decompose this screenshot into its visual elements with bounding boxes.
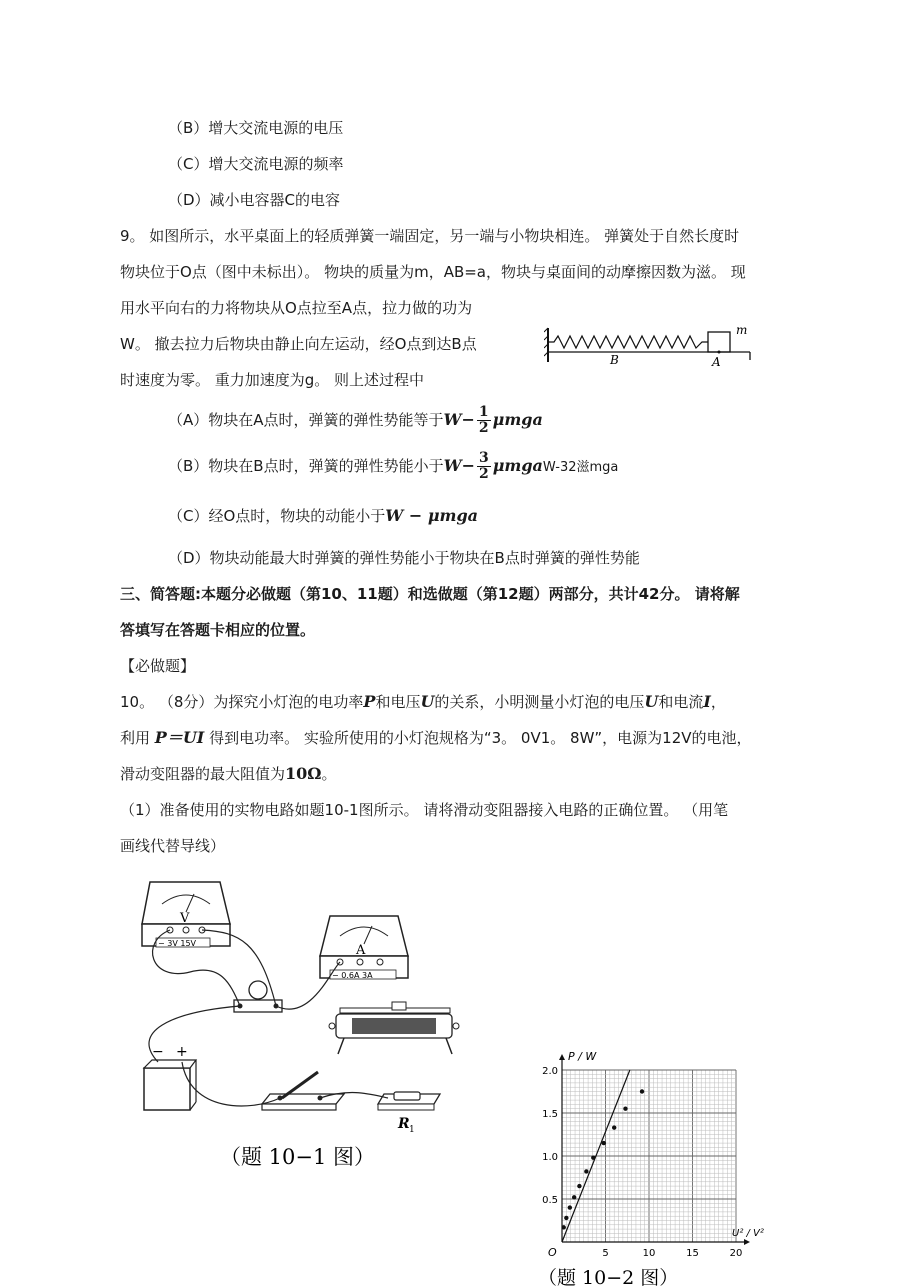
x-tick-label: 5 (602, 1248, 609, 1259)
spring (548, 336, 708, 348)
x-axis-arrow (744, 1239, 750, 1245)
fraction-one-half: $\frac{1}{2}$ (478, 404, 489, 436)
p-vs-u-squared-chart (530, 1038, 790, 1287)
y-tick-label: 1.0 (542, 1152, 558, 1163)
r1-subscript: 1 (409, 1125, 415, 1135)
figure-10-1-caption: （题 10−1 图） (220, 1145, 376, 1169)
q8-option-c: （C）增大交流电源的频率 (168, 155, 344, 173)
x-tick-label: 10 (642, 1248, 656, 1259)
data-point (623, 1107, 627, 1111)
ammeter-terminals: − 0.6A 3A (332, 971, 373, 980)
voltmeter (142, 882, 230, 948)
q9-stem-line-1: 9。 如图所示，水平桌面上的轻质弹簧一端固定，另一端与小物块相连。 弹簧处于自然长度时 (120, 227, 740, 245)
data-point (640, 1089, 644, 1093)
q9-option-d: （D）物块动能最大时弹簧的弹性势能小于物块在B点时弹簧的弹性势能 (168, 549, 640, 567)
q10-sub1-line-2: 画线代替导线） (120, 837, 226, 855)
q8-option-d: （D）减小电容器C的电容 (168, 191, 341, 209)
y-tick-label: 2.0 (542, 1066, 558, 1077)
voltmeter-label: V (180, 911, 190, 926)
data-point (572, 1195, 576, 1199)
battery-minus: − (152, 1044, 164, 1060)
ammeter-label: A (356, 943, 366, 958)
y-axis-arrow (559, 1054, 565, 1060)
q9-stem-line-2: 物块位于O点（图中未标出）。 物块的质量为m，AB=a，物块与桌面间的动摩擦因数为滋。 现 (120, 263, 746, 281)
required-questions-label: 【必做题】 (120, 657, 196, 675)
q9-option-c: （C）经O点时，物块的动能小于W − μmga (168, 506, 479, 525)
data-point (564, 1216, 568, 1220)
rheostat (329, 1002, 459, 1054)
section-3-heading-line-2: 答填写在答题卡相应的位置。 (120, 621, 316, 639)
label-m: m (736, 323, 748, 337)
q10-sub1-line-1: （1）准备使用的实物电路如题10-1图所示。 请将滑动变阻器接入电路的正确位置。 （用笔 (120, 801, 729, 819)
label-b: B (610, 353, 619, 367)
y-tick-label: 1.5 (542, 1109, 558, 1120)
data-point (568, 1205, 572, 1209)
x-tick-label: 15 (686, 1248, 699, 1259)
q9-stem-line-4: W。 撤去拉力后物块由静止向左运动，经O点到达B点 (120, 335, 477, 353)
section-3-heading-line-1: 三、简答题:本题分必做题（第10、11题）和选做题（第12题）两部分，共计42分。 请将解 (120, 585, 740, 603)
data-point (562, 1225, 566, 1229)
data-point (612, 1125, 616, 1129)
x-tick-label: 20 (729, 1248, 743, 1259)
r1-label: R (398, 1116, 410, 1132)
q10-line-1: 10。 （8分）为探究小灯泡的电功率P和电压U的关系，小明测量小灯泡的电压U和电流I， (120, 692, 726, 711)
q9-option-b: （B）物块在B点时，弹簧的弹性势能小于W− $\frac{3}{2}$ μmgaW-32滋mga (168, 450, 619, 482)
q9-option-a: （A）物块在A点时，弹簧的弹性势能等于W− $\frac{1}{2}$ μmga (168, 404, 543, 436)
q8-option-b: （B）增大交流电源的电压 (168, 119, 344, 137)
block (708, 332, 730, 352)
q9-stem-line-5: 时速度为零。 重力加速度为g。 则上述过程中 (120, 371, 425, 389)
q9-stem-line-3: 用水平向右的力将物块从O点拉至A点，拉力做的功为 (120, 299, 473, 317)
data-point (577, 1184, 581, 1188)
q10-line-2: 利用 P＝UI 得到电功率。 实验所使用的小灯泡规格为“3。 0V1。 8W”，电源为12V的电池， (120, 728, 752, 747)
voltmeter-terminals: − 3V 15V (158, 939, 197, 948)
fraction-three-halves: $\frac{3}{2}$ (478, 450, 489, 482)
y-tick-label: 0.5 (542, 1195, 558, 1206)
data-point (602, 1141, 606, 1145)
battery-plus: + (176, 1044, 188, 1060)
q10-line-3: 滑动变阻器的最大阻值为10Ω。 (120, 764, 337, 783)
label-a: A (712, 355, 721, 369)
y-axis-label: P / W (568, 1050, 597, 1063)
data-point (584, 1169, 588, 1173)
light-bulb (234, 981, 282, 1012)
switch (262, 1072, 344, 1110)
data-point (591, 1156, 595, 1160)
spring-block-figure (544, 322, 764, 370)
circuit-figure (130, 872, 470, 1182)
x-axis-label: U² / V² (732, 1228, 764, 1239)
chart-caption: （题 10−2 图） (538, 1267, 679, 1287)
origin-label: O (548, 1246, 557, 1259)
